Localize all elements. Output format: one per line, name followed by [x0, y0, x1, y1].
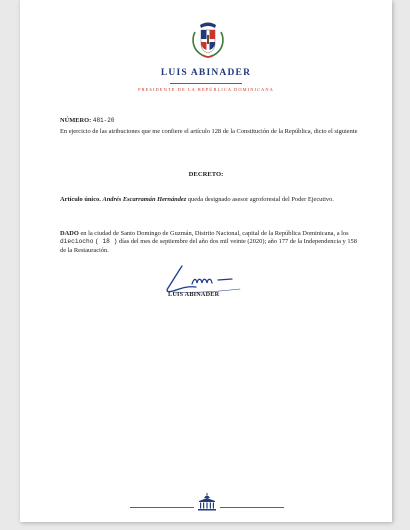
article-label: Artículo único. — [60, 196, 101, 203]
decree-title: DECRETO: — [188, 171, 224, 178]
document-page — [20, 0, 392, 522]
header-role: PRESIDENTE DE LA REPÚBLICA DOMINICANA — [138, 87, 274, 92]
dado-label: DADO — [60, 230, 79, 237]
header-divider — [170, 83, 242, 84]
coat-of-arms-icon — [187, 18, 229, 60]
article-person: Andrés Escarramán Hernández — [102, 196, 187, 203]
footer-divider-right — [220, 507, 284, 508]
intro-paragraph: En ejercicio de las atribuciones que me confiere el artículo 128 de la Constitución de la República, dicto el siguiente — [60, 128, 358, 135]
header-name: LUIS ABINADER — [160, 68, 252, 78]
article-paragraph — [60, 196, 360, 204]
dado-text-1: en la ciudad de Santo Domingo de Guzmán, Distrito Nacional, capital de la República Dominicana, a los — [80, 230, 349, 237]
dado-text-2: días del mes de septiembre del año dos mil veinte (2020); año 177 de la Independencia y 158 de la Restauración. — [60, 238, 357, 254]
decree-number — [60, 117, 114, 125]
article-text: queda designado asesor agroforestal del Poder Ejecutivo. — [187, 196, 334, 203]
footer-divider-left — [130, 507, 194, 508]
decree-number-value: 481-20 — [92, 117, 115, 124]
day-words: dieciocho — [60, 238, 94, 246]
decree-number-label: NÚMERO: — [60, 117, 92, 124]
day-number: ( 18 ) — [95, 238, 118, 246]
national-palace-icon — [197, 493, 217, 511]
signer-name: LUIS ABINADER — [168, 291, 220, 298]
dado-paragraph — [60, 230, 360, 255]
